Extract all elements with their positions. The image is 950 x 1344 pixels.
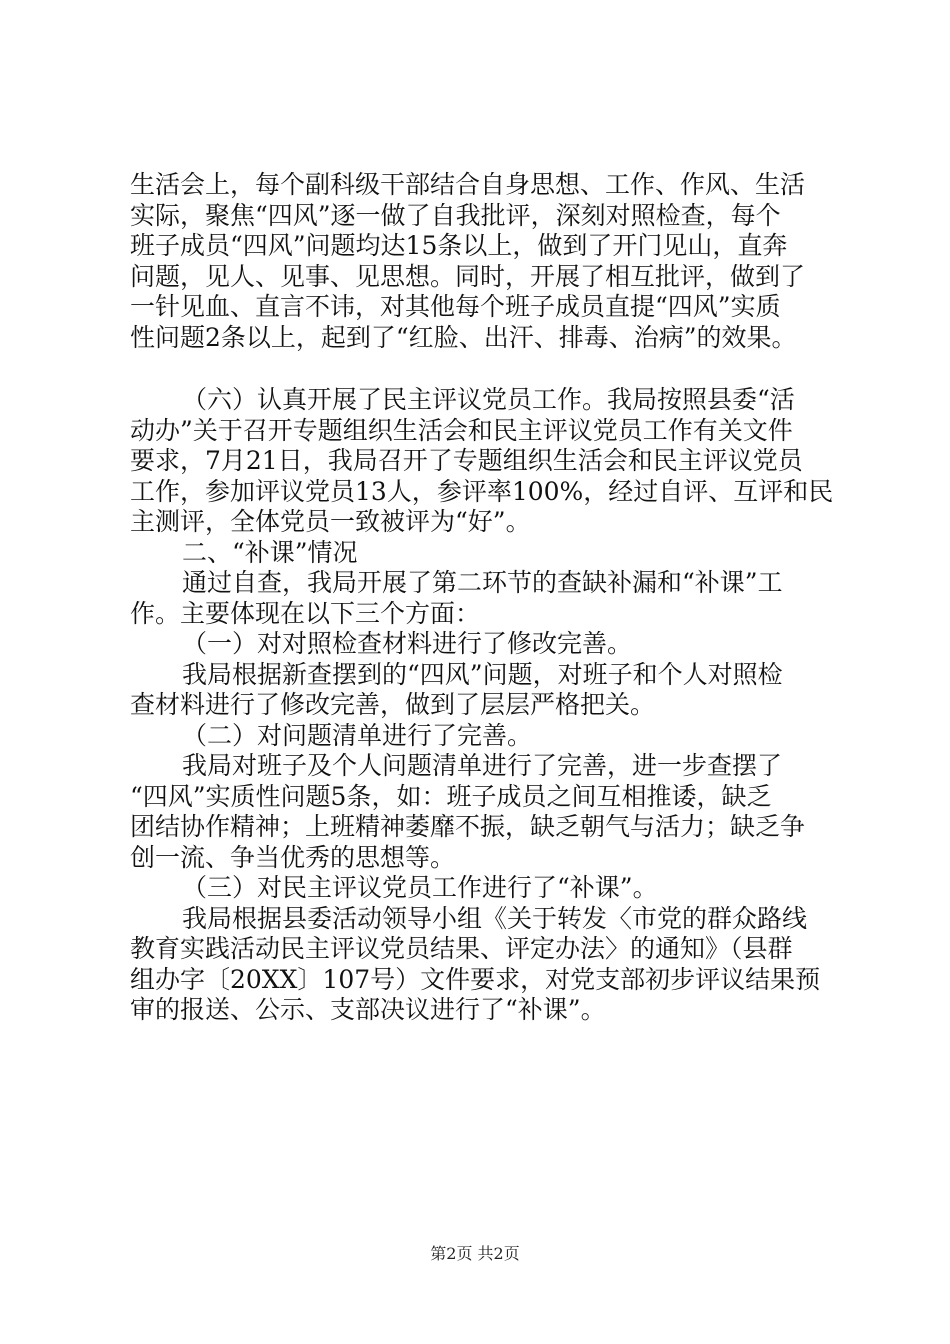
page-number: 第2页 共2页 — [430, 1244, 520, 1263]
text-line: 通过自查，我局开展了第二环节的查缺补漏和“补课”工 — [182, 568, 783, 597]
text-line: 主测评，全体党员一致被评为“好”。 — [130, 507, 531, 536]
text-line: 生活会上，每个副科级干部结合自身思想、工作、作风、生活 — [130, 170, 806, 199]
text-line: 审的报送、公示、支部决议进行了“补课”。 — [130, 995, 606, 1024]
text-line: “四风”实质性问题5条，如：班子成员之间互相推诿，缺乏 — [130, 781, 772, 811]
subsection-heading: （二）对问题清单进行了完善。 — [182, 720, 533, 750]
text-line: （六）认真开展了民主评议党员工作。我局按照县委“活 — [182, 385, 795, 414]
paragraph-gap — [130, 353, 830, 385]
text-line: 问题，见人、见事、见思想。同时，开展了相互批评，做到了 — [130, 261, 806, 291]
text-line: 我局根据新查摆到的“四风”问题，对班子和个人对照检 — [182, 659, 783, 689]
paragraph-item1 — [130, 660, 830, 721]
paragraph-item2 — [130, 751, 830, 873]
subsection-heading: （一）对对照检查材料进行了修改完善。 — [182, 629, 633, 658]
text-line: 作。主要体现在以下三个方面： — [130, 598, 481, 628]
text-line: 动办”关于召开专题组织生活会和民主评议党员工作有关文件 — [130, 415, 793, 445]
text-line: 要求，7月21日，我局召开了专题组织生活会和民主评议党员 — [130, 446, 803, 475]
paragraph-item3 — [130, 904, 830, 1026]
page-footer — [0, 1244, 950, 1264]
text-line: 我局对班子及个人问题清单进行了完善，进一步查摆了 — [182, 751, 783, 780]
paragraph-self-check — [130, 568, 830, 629]
subsection-heading: （三）对民主评议党员工作进行了“补课”。 — [182, 873, 658, 902]
text-line: 组办字〔20XX〕107号）文件要求，对党支部初步评议结果预 — [130, 964, 821, 994]
text-line: 查材料进行了修改完善，做到了层层严格把关。 — [130, 690, 656, 719]
text-line: 团结协作精神；上班精神萎靡不振，缺乏朝气与活力；缺乏争 — [130, 812, 806, 841]
text-line: 教育实践活动民主评议党员结果、评定办法〉的通知》（县群 — [130, 934, 793, 963]
text-line: 我局根据县委活动领导小组《关于转发〈市党的群众路线 — [182, 903, 808, 933]
text-line: 创一流、争当优秀的思想等。 — [130, 842, 456, 872]
text-line: 工作，参加评议党员13人，参评率100%，经过自评、互评和民 — [130, 476, 834, 506]
text-line: 班子成员“四风”问题均达15条以上，做到了开门见山，直奔 — [130, 231, 788, 260]
section-heading: 二、“补课”情况 — [182, 537, 358, 567]
paragraph-democratic-review — [130, 385, 834, 538]
text-line: 性问题2条以上，起到了“红脸、出汗、排毒、治病”的效果。 — [130, 322, 797, 352]
document-body — [130, 170, 834, 1026]
text-line: 实际，聚焦“四风”逐一做了自我批评，深刻对照检查，每个 — [130, 200, 781, 230]
paragraph-self-criticism — [130, 170, 830, 353]
text-line: 一针见血、直言不讳，对其他每个班子成员直提“四风”实质 — [130, 292, 781, 321]
